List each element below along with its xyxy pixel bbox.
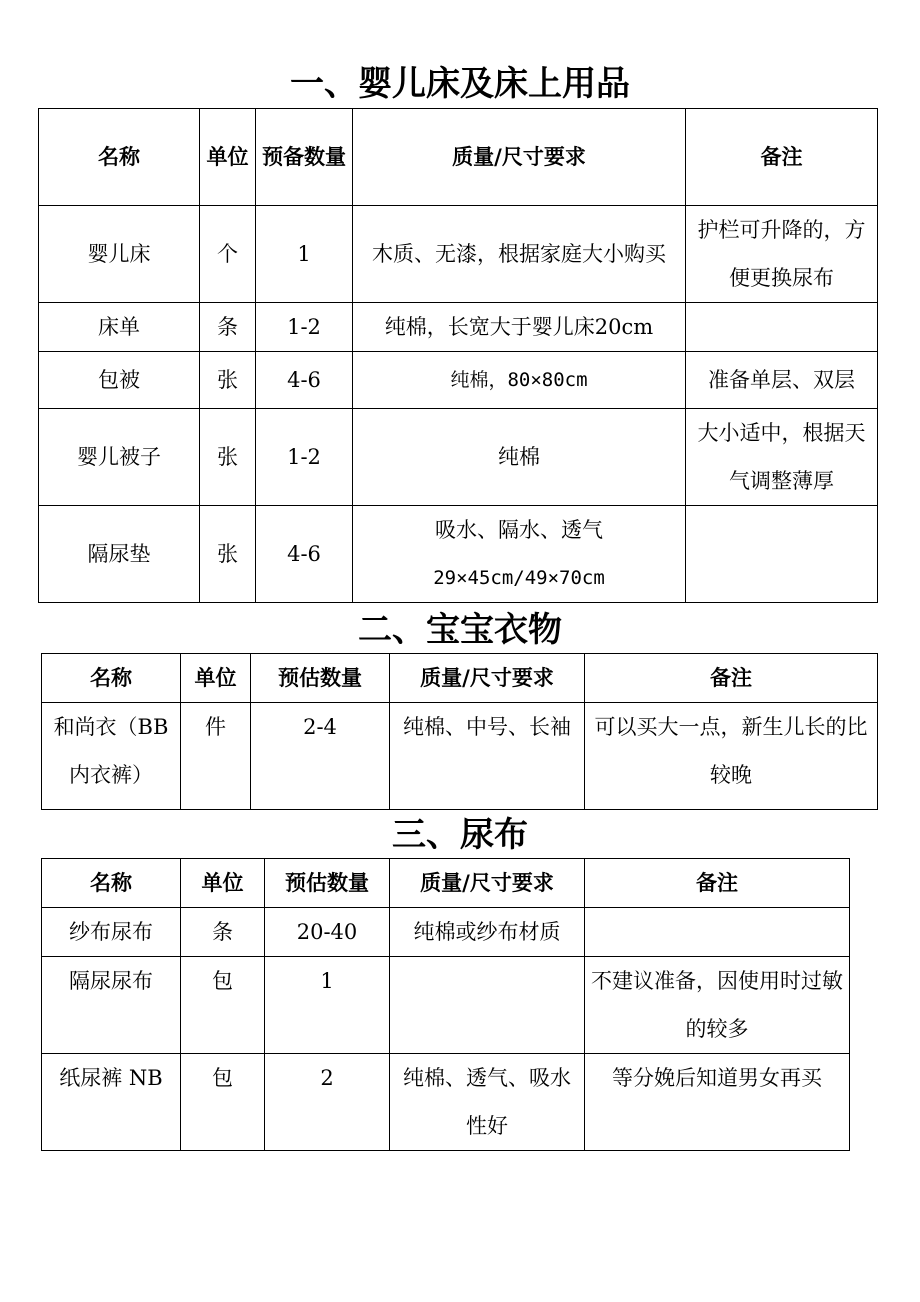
header-name: 名称 [42, 859, 181, 908]
table-row [42, 1054, 850, 1151]
table-header-row [42, 859, 850, 908]
cell-remark [585, 908, 850, 957]
table-row [39, 352, 878, 409]
cell-unit: 包 [181, 957, 265, 1054]
cell-unit: 张 [200, 409, 256, 506]
cell-quality: 纯棉或纱布材质 [390, 908, 585, 957]
cell-qty: 1-2 [256, 303, 353, 352]
cell-remark: 不建议准备，因使用时过敏的较多 [585, 957, 850, 1054]
header-quality: 质量/尺寸要求 [353, 109, 686, 206]
header-quality: 质量/尺寸要求 [390, 859, 585, 908]
cell-remark: 大小适中，根据天气调整薄厚 [686, 409, 878, 506]
header-remark: 备注 [585, 859, 850, 908]
header-name: 名称 [39, 109, 200, 206]
cell-remark: 等分娩后知道男女再买 [585, 1054, 850, 1151]
cell-qty: 2 [265, 1054, 390, 1151]
section-title-clothing: 二、宝宝衣物 [358, 610, 562, 650]
header-quality: 质量/尺寸要求 [390, 654, 585, 703]
cell-unit: 张 [200, 352, 256, 409]
cell-remark [686, 303, 878, 352]
header-name: 名称 [42, 654, 181, 703]
cell-qty: 4-6 [256, 506, 353, 603]
cell-qty: 2-4 [251, 703, 390, 810]
cell-name: 床单 [39, 303, 200, 352]
cell-unit: 件 [181, 703, 251, 810]
cell-unit: 条 [200, 303, 256, 352]
baby-clothing-table [41, 653, 878, 810]
cell-quality: 纯棉 [353, 409, 686, 506]
cell-qty: 1-2 [256, 409, 353, 506]
table-row [42, 957, 850, 1054]
cell-name: 婴儿床 [39, 206, 200, 303]
cell-qty: 4-6 [256, 352, 353, 409]
cell-unit: 个 [200, 206, 256, 303]
table-row [42, 703, 878, 810]
cell-remark: 护栏可升降的，方便更换尿布 [686, 206, 878, 303]
cell-quality: 纯棉、透气、吸水性好 [390, 1054, 585, 1151]
section-title-diapers: 三、尿布 [392, 815, 528, 855]
header-qty: 预估数量 [265, 859, 390, 908]
header-remark: 备注 [686, 109, 878, 206]
cell-remark [686, 506, 878, 603]
crib-bedding-table [38, 108, 878, 603]
table-row [42, 908, 850, 957]
cell-quality [390, 957, 585, 1054]
header-unit: 单位 [200, 109, 256, 206]
cell-name: 婴儿被子 [39, 409, 200, 506]
cell-remark: 可以买大一点，新生儿长的比较晚 [585, 703, 878, 810]
cell-remark: 准备单层、双层 [686, 352, 878, 409]
cell-qty: 20-40 [265, 908, 390, 957]
table-header-row [42, 654, 878, 703]
cell-qty: 1 [265, 957, 390, 1054]
cell-name: 隔尿垫 [39, 506, 200, 603]
header-qty: 预估数量 [251, 654, 390, 703]
cell-name: 隔尿尿布 [42, 957, 181, 1054]
cell-name: 纱布尿布 [42, 908, 181, 957]
cell-quality: 纯棉，长宽大于婴儿床20cm [353, 303, 686, 352]
cell-quality: 纯棉、中号、长袖 [390, 703, 585, 810]
cell-quality: 纯棉，80×80cm [353, 352, 686, 409]
cell-name: 和尚衣（BB内衣裤） [42, 703, 181, 810]
header-remark: 备注 [585, 654, 878, 703]
table-row [39, 303, 878, 352]
table-row [39, 206, 878, 303]
section-title-crib: 一、婴儿床及床上用品 [290, 64, 630, 104]
cell-unit: 包 [181, 1054, 265, 1151]
cell-qty: 1 [256, 206, 353, 303]
header-qty: 预备数量 [256, 109, 353, 206]
cell-quality: 木质、无漆，根据家庭大小购买 [353, 206, 686, 303]
cell-name: 纸尿裤 NB [42, 1054, 181, 1151]
quality-line-2: 29×45cm/49×70cm [433, 567, 605, 589]
cell-unit: 条 [181, 908, 265, 957]
table-row [39, 409, 878, 506]
table-row [39, 506, 878, 603]
diapers-table [41, 858, 850, 1151]
cell-name: 包被 [39, 352, 200, 409]
table-header-row [39, 109, 878, 206]
quality-line-1: 吸水、隔水、透气 [435, 518, 603, 542]
cell-quality [353, 506, 686, 603]
cell-unit: 张 [200, 506, 256, 603]
header-unit: 单位 [181, 859, 265, 908]
header-unit: 单位 [181, 654, 251, 703]
